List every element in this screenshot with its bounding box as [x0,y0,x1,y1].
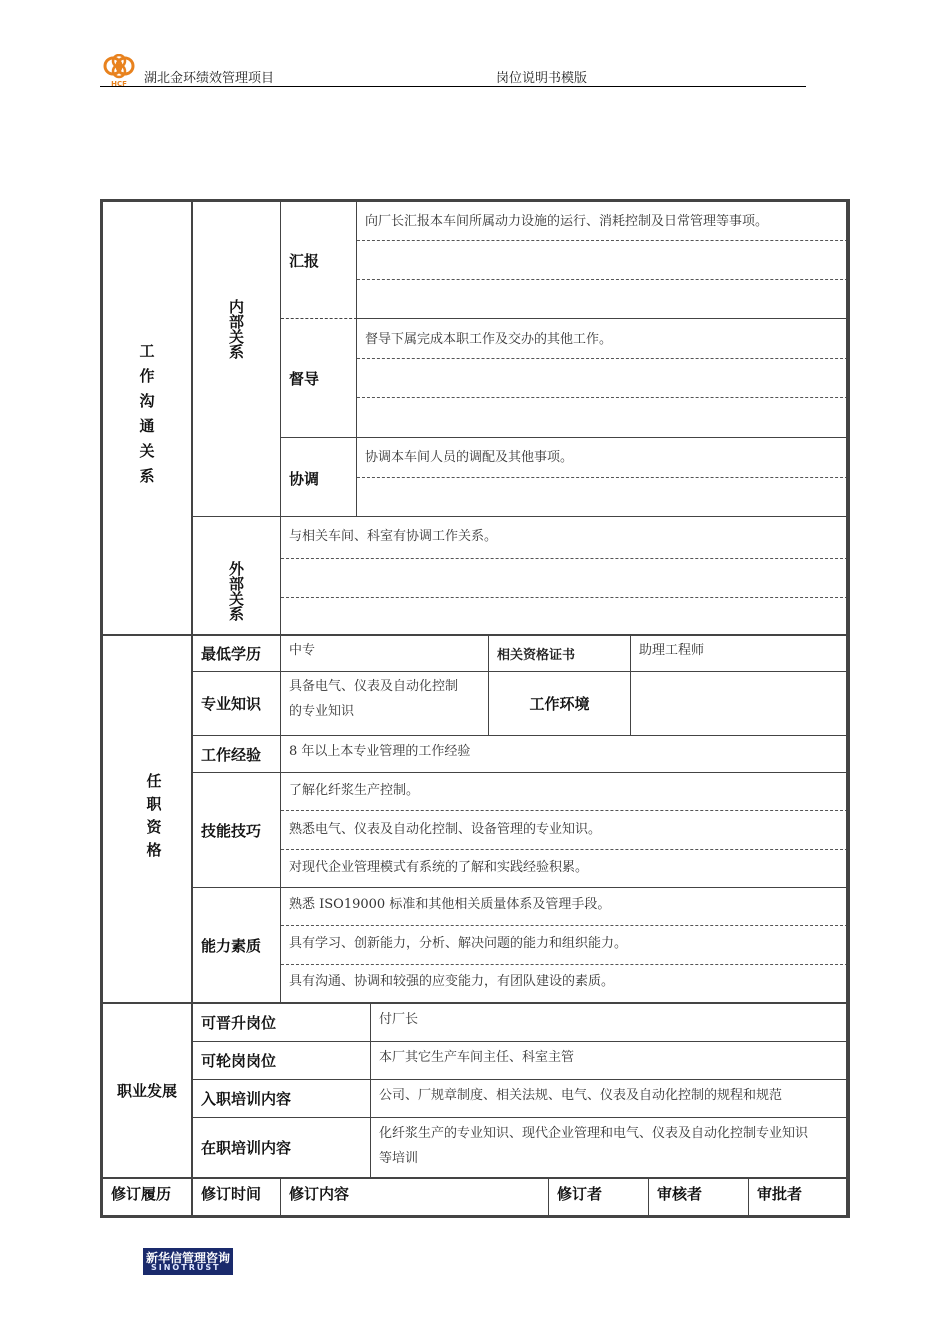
env-label-text: 工作环境 [529,695,590,713]
consultant-brand-cn: 新华信管理咨询 [146,1251,231,1265]
knowledge-label-text: 专业知识 [201,695,262,713]
edu-value: 中专 [281,636,489,672]
supervise-content [357,319,850,438]
dashed-line [281,925,850,926]
dashed-line [357,279,850,280]
internal-relations-label [193,202,281,517]
knowledge-line-1: 具备电气、仪表及自动化控制 [289,679,459,694]
onjob-label [193,1118,371,1179]
ability-item: 熟悉 ISO19000 标准和其他相关质量体系及管理手段。 [289,897,611,912]
cert-value: 助理工程师 [631,636,850,672]
logo-text: HCF [111,80,127,88]
promo-value: 付厂长 [371,1004,850,1042]
cert-label: 相关资格证书 [489,636,631,672]
coordinate-label-text: 协调 [289,469,320,488]
skill-label [193,773,281,888]
rotate-value: 本厂其它生产车间主任、科室主管 [371,1042,850,1080]
edu-label-text: 最低学历 [201,645,262,663]
revision-section-label [103,1179,193,1218]
ability-label-text: 能力素质 [201,936,262,955]
comm-section-label [103,202,193,636]
report-label-text: 汇报 [289,251,320,270]
external-content [281,517,850,636]
ability-item: 具有学习、创新能力，分析、解决问题的能力和组织能力。 [289,936,628,951]
external-relations-text: 外部关系 [227,560,245,621]
skill-item: 对现代企业管理模式有系统的了解和实践经验积累。 [289,860,589,875]
exp-label [193,736,281,773]
dashed-line [357,240,850,241]
dashed-line [357,477,850,478]
ability-content [281,888,850,1004]
entry-value: 公司、厂规章制度、相关法规、电气、仪表及自动化控制的规程和规范 [371,1080,850,1118]
qual-section-text: 任职资格 [144,773,163,865]
consultant-logo [143,1248,233,1275]
job-description-table [100,199,850,1218]
onjob-line-1: 化纤浆生产的专业知识、现代企业管理和电气、仪表及自动化控制专业知识 [379,1126,809,1141]
rotate-label-text: 可轮岗岗位 [201,1052,277,1070]
promo-label [193,1004,371,1042]
ability-item: 具有沟通、协调和较强的应变能力，有团队建设的素质。 [289,974,615,989]
revision-section-text: 修订履历 [111,1185,172,1203]
dashed-line [357,358,850,359]
knowledge-line-2: 的专业知识 [289,704,355,719]
dashed-line [281,597,850,598]
promo-label-text: 可晋升岗位 [201,1014,277,1032]
external-text: 与相关车间、科室有协调工作关系。 [289,529,498,544]
supervise-label-text: 督导 [289,369,320,388]
dashed-line [281,810,850,811]
project-title: 湖北金环绩效管理项目 [144,71,275,86]
career-section-label [103,1004,193,1179]
company-logo [100,54,138,88]
revision-content-label: 修订内容 [281,1179,549,1218]
revision-time-label: 修订时间 [193,1179,281,1218]
entry-label [193,1080,371,1118]
report-label [281,202,357,319]
page-header [100,52,806,87]
career-section-text: 职业发展 [116,1082,177,1100]
skill-content [281,773,850,888]
consultant-brand-en: SINOTRUST [151,1263,221,1272]
coordinate-label [281,438,357,517]
approver-label: 审批者 [757,1185,803,1203]
edu-label [193,636,281,672]
dashed-line [281,849,850,850]
supervise-text: 督导下属完成本职工作及交办的其他工作。 [365,332,613,347]
auditor-label: 审核者 [649,1179,749,1218]
dashed-line [281,964,850,965]
reviser-label: 修订者 [549,1179,649,1218]
onjob-value [371,1118,850,1179]
skill-item: 熟悉电气、仪表及自动化控制、设备管理的专业知识。 [289,822,602,837]
supervise-label [281,319,357,438]
ability-label [193,888,281,1004]
env-value [631,672,850,736]
document-title: 岗位说明书模版 [496,71,588,86]
knowledge-value [281,672,489,736]
comm-section-text: 工作沟通关系 [137,343,156,493]
env-label [489,672,631,736]
onjob-line-2: 等培训 [379,1151,419,1166]
coordinate-content [357,438,850,517]
skill-label-text: 技能技巧 [201,821,262,840]
internal-relations-text: 内部关系 [227,299,245,359]
report-content [357,202,850,319]
onjob-label-text: 在职培训内容 [201,1139,292,1157]
entry-label-text: 入职培训内容 [201,1090,292,1108]
knowledge-label [193,672,281,736]
exp-label-text: 工作经验 [201,745,262,764]
report-text: 向厂长汇报本车间所属动力设施的运行、消耗控制及日常管理等事项。 [365,214,769,229]
dashed-line [281,558,850,559]
coordinate-text: 协调本车间人员的调配及其他事项。 [365,450,574,465]
external-relations-label [193,517,281,636]
skill-item: 了解化纤浆生产控制。 [289,783,420,798]
qual-section-label [103,636,193,1004]
dashed-line [357,397,850,398]
exp-value: 8 年以上本专业管理的工作经验 [281,736,850,773]
rotate-label [193,1042,371,1080]
